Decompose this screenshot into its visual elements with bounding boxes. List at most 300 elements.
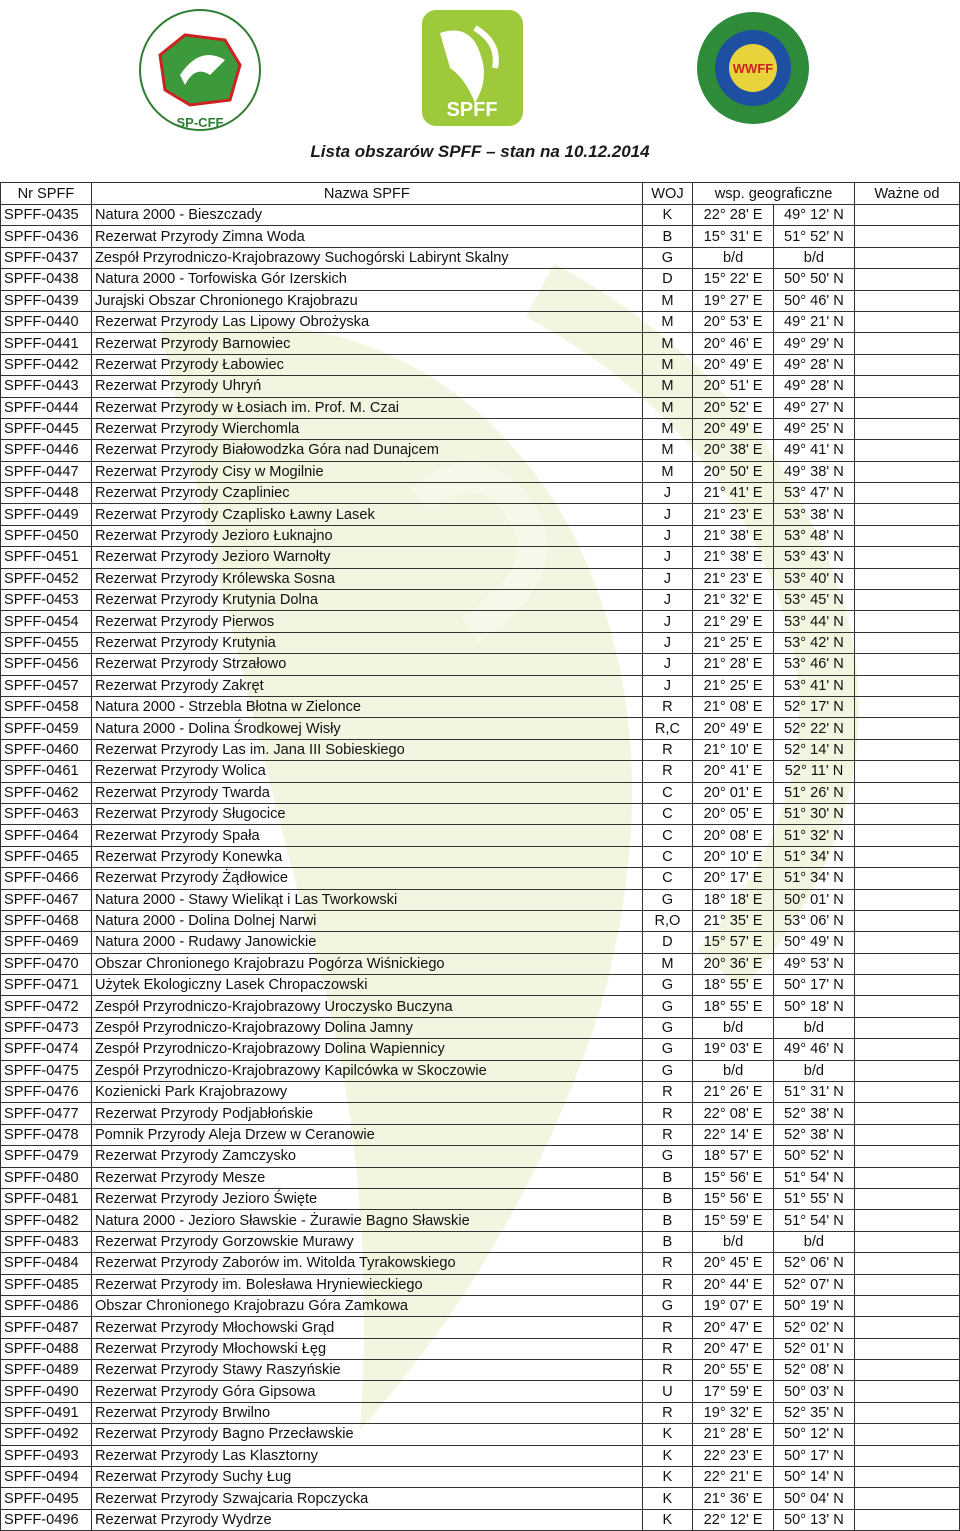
cell-lon: 20° 08' E bbox=[693, 825, 774, 846]
cell-woj: J bbox=[642, 611, 693, 632]
cell-name: Rezerwat Przyrody Jezioro Łuknajno bbox=[91, 525, 642, 546]
cell-name: Rezerwat Przyrody Uhryń bbox=[91, 376, 642, 397]
table-row bbox=[1, 696, 960, 717]
cell-name: Rezerwat Przyrody Mesze bbox=[91, 1167, 642, 1188]
header-valid: Ważne od bbox=[854, 183, 959, 205]
cell-lon: 19° 27' E bbox=[693, 290, 774, 311]
cell-nr: SPFF-0467 bbox=[1, 889, 92, 910]
cell-nr: SPFF-0492 bbox=[1, 1424, 92, 1445]
cell-name: Pomnik Przyrody Aleja Drzew w Ceranowie bbox=[91, 1124, 642, 1145]
cell-lat: 51° 55' N bbox=[774, 1188, 855, 1209]
cell-nr: SPFF-0458 bbox=[1, 696, 92, 717]
cell-lat: b/d bbox=[774, 1060, 855, 1081]
cell-lat: 50° 01' N bbox=[774, 889, 855, 910]
cell-valid bbox=[854, 269, 959, 290]
cell-name: Rezerwat Przyrody Spała bbox=[91, 825, 642, 846]
cell-lon: 21° 25' E bbox=[693, 675, 774, 696]
cell-name: Natura 2000 - Dolina Środkowej Wisły bbox=[91, 718, 642, 739]
cell-woj: D bbox=[642, 932, 693, 953]
cell-lat: 53° 47' N bbox=[774, 483, 855, 504]
cell-valid bbox=[854, 1274, 959, 1295]
cell-lat: 49° 41' N bbox=[774, 440, 855, 461]
cell-nr: SPFF-0470 bbox=[1, 953, 92, 974]
cell-valid bbox=[854, 311, 959, 332]
cell-nr: SPFF-0487 bbox=[1, 1317, 92, 1338]
table-row bbox=[1, 226, 960, 247]
cell-name: Rezerwat Przyrody im. Bolesława Hryniewieckiego bbox=[91, 1274, 642, 1295]
table-row bbox=[1, 1338, 960, 1359]
cell-woj: J bbox=[642, 675, 693, 696]
cell-woj: J bbox=[642, 483, 693, 504]
cell-name: Rezerwat Przyrody Sługocice bbox=[91, 803, 642, 824]
cell-nr: SPFF-0481 bbox=[1, 1188, 92, 1209]
cell-lat: 49° 29' N bbox=[774, 333, 855, 354]
cell-name: Rezerwat Przyrody w Łosiach im. Prof. M. Czai bbox=[91, 397, 642, 418]
cell-valid bbox=[854, 846, 959, 867]
cell-woj: J bbox=[642, 525, 693, 546]
table-row bbox=[1, 910, 960, 931]
cell-valid bbox=[854, 590, 959, 611]
table-row bbox=[1, 1381, 960, 1402]
cell-lat: 49° 12' N bbox=[774, 205, 855, 226]
cell-valid bbox=[854, 1424, 959, 1445]
table-row bbox=[1, 1017, 960, 1038]
cell-woj: R bbox=[642, 696, 693, 717]
cell-woj: J bbox=[642, 547, 693, 568]
cell-lon: 15° 57' E bbox=[693, 932, 774, 953]
cell-valid bbox=[854, 418, 959, 439]
cell-lon: b/d bbox=[693, 1017, 774, 1038]
table-row bbox=[1, 1402, 960, 1423]
cell-name: Obszar Chronionego Krajobrazu Góra Zamkowa bbox=[91, 1295, 642, 1316]
cell-name: Rezerwat Przyrody Czaplisko Ławny Lasek bbox=[91, 504, 642, 525]
table-row bbox=[1, 418, 960, 439]
table-row bbox=[1, 290, 960, 311]
cell-name: Rezerwat Przyrody Młochowski Łęg bbox=[91, 1338, 642, 1359]
cell-lat: 53° 48' N bbox=[774, 525, 855, 546]
cell-nr: SPFF-0496 bbox=[1, 1509, 92, 1530]
cell-woj: C bbox=[642, 803, 693, 824]
cell-woj: R bbox=[642, 1253, 693, 1274]
cell-lat: 51° 30' N bbox=[774, 803, 855, 824]
cell-woj: B bbox=[642, 1231, 693, 1252]
cell-lat: 53° 44' N bbox=[774, 611, 855, 632]
cell-woj: G bbox=[642, 1146, 693, 1167]
cell-lon: 20° 47' E bbox=[693, 1338, 774, 1359]
cell-lat: 52° 02' N bbox=[774, 1317, 855, 1338]
cell-valid bbox=[854, 247, 959, 268]
cell-lon: 22° 23' E bbox=[693, 1445, 774, 1466]
cell-woj: C bbox=[642, 846, 693, 867]
table-row bbox=[1, 1039, 960, 1060]
cell-lon: 21° 38' E bbox=[693, 547, 774, 568]
cell-lon: 20° 53' E bbox=[693, 311, 774, 332]
cell-lat: 51° 32' N bbox=[774, 825, 855, 846]
table-row bbox=[1, 1231, 960, 1252]
cell-name: Rezerwat Przyrody Konewka bbox=[91, 846, 642, 867]
cell-nr: SPFF-0493 bbox=[1, 1445, 92, 1466]
cell-nr: SPFF-0456 bbox=[1, 654, 92, 675]
cell-name: Rezerwat Przyrody Wierchomla bbox=[91, 418, 642, 439]
cell-lat: 52° 35' N bbox=[774, 1402, 855, 1423]
cell-lat: 52° 06' N bbox=[774, 1253, 855, 1274]
cell-woj: J bbox=[642, 568, 693, 589]
cell-nr: SPFF-0469 bbox=[1, 932, 92, 953]
cell-valid bbox=[854, 1488, 959, 1509]
cell-valid bbox=[854, 440, 959, 461]
header-nr: Nr SPFF bbox=[1, 183, 92, 205]
table-row bbox=[1, 975, 960, 996]
cell-nr: SPFF-0452 bbox=[1, 568, 92, 589]
table-row bbox=[1, 782, 960, 803]
cell-lon: 20° 38' E bbox=[693, 440, 774, 461]
cell-name: Zespół Przyrodniczo-Krajobrazowy Kapilcówka w Skoczowie bbox=[91, 1060, 642, 1081]
cell-woj: R bbox=[642, 1082, 693, 1103]
cell-lon: 20° 55' E bbox=[693, 1360, 774, 1381]
cell-name: Rezerwat Przyrody Żądłowice bbox=[91, 868, 642, 889]
cell-nr: SPFF-0471 bbox=[1, 975, 92, 996]
cell-nr: SPFF-0454 bbox=[1, 611, 92, 632]
cell-valid bbox=[854, 1017, 959, 1038]
cell-nr: SPFF-0449 bbox=[1, 504, 92, 525]
cell-nr: SPFF-0462 bbox=[1, 782, 92, 803]
table-row bbox=[1, 568, 960, 589]
cell-name: Zespół Przyrodniczo-Krajobrazowy Dolina Jamny bbox=[91, 1017, 642, 1038]
cell-lat: 52° 22' N bbox=[774, 718, 855, 739]
cell-lon: 20° 17' E bbox=[693, 868, 774, 889]
cell-woj: G bbox=[642, 1017, 693, 1038]
cell-lon: 15° 56' E bbox=[693, 1167, 774, 1188]
cell-nr: SPFF-0445 bbox=[1, 418, 92, 439]
cell-woj: R bbox=[642, 1103, 693, 1124]
sp-cff-logo bbox=[130, 5, 270, 135]
cell-lat: 52° 01' N bbox=[774, 1338, 855, 1359]
cell-woj: K bbox=[642, 1445, 693, 1466]
table-row bbox=[1, 397, 960, 418]
cell-name: Rezerwat Przyrody Łabowiec bbox=[91, 354, 642, 375]
cell-lon: 20° 49' E bbox=[693, 354, 774, 375]
table-row bbox=[1, 247, 960, 268]
cell-valid bbox=[854, 504, 959, 525]
cell-valid bbox=[854, 1402, 959, 1423]
cell-nr: SPFF-0490 bbox=[1, 1381, 92, 1402]
cell-woj: R bbox=[642, 1274, 693, 1295]
table-row bbox=[1, 739, 960, 760]
cell-woj: R bbox=[642, 739, 693, 760]
cell-lat: 52° 38' N bbox=[774, 1103, 855, 1124]
cell-name: Natura 2000 - Strzebla Błotna w Zielonce bbox=[91, 696, 642, 717]
cell-lat: 50° 49' N bbox=[774, 932, 855, 953]
table-row bbox=[1, 461, 960, 482]
cell-lat: 53° 06' N bbox=[774, 910, 855, 931]
cell-lat: 51° 26' N bbox=[774, 782, 855, 803]
cell-lat: 51° 52' N bbox=[774, 226, 855, 247]
cell-lon: 20° 46' E bbox=[693, 333, 774, 354]
cell-nr: SPFF-0435 bbox=[1, 205, 92, 226]
cell-valid bbox=[854, 1509, 959, 1530]
cell-valid bbox=[854, 910, 959, 931]
cell-nr: SPFF-0457 bbox=[1, 675, 92, 696]
cell-lon: 20° 01' E bbox=[693, 782, 774, 803]
cell-name: Natura 2000 - Rudawy Janowickie bbox=[91, 932, 642, 953]
cell-valid bbox=[854, 696, 959, 717]
cell-woj: R,O bbox=[642, 910, 693, 931]
cell-nr: SPFF-0461 bbox=[1, 761, 92, 782]
cell-woj: B bbox=[642, 1188, 693, 1209]
cell-valid bbox=[854, 1060, 959, 1081]
cell-lat: 49° 25' N bbox=[774, 418, 855, 439]
cell-name: Rezerwat Przyrody Cisy w Mogilnie bbox=[91, 461, 642, 482]
cell-woj: K bbox=[642, 1509, 693, 1530]
cell-valid bbox=[854, 996, 959, 1017]
cell-lon: 20° 50' E bbox=[693, 461, 774, 482]
cell-nr: SPFF-0485 bbox=[1, 1274, 92, 1295]
cell-woj: J bbox=[642, 504, 693, 525]
cell-lon: 17° 59' E bbox=[693, 1381, 774, 1402]
cell-lat: 53° 45' N bbox=[774, 590, 855, 611]
table-row bbox=[1, 1467, 960, 1488]
cell-lon: 19° 07' E bbox=[693, 1295, 774, 1316]
cell-name: Jurajski Obszar Chronionego Krajobrazu bbox=[91, 290, 642, 311]
cell-woj: C bbox=[642, 825, 693, 846]
table-row bbox=[1, 654, 960, 675]
table-row bbox=[1, 1167, 960, 1188]
cell-woj: R bbox=[642, 761, 693, 782]
cell-woj: D bbox=[642, 269, 693, 290]
table-row bbox=[1, 1509, 960, 1530]
cell-name: Rezerwat Przyrody Las im. Jana III Sobieskiego bbox=[91, 739, 642, 760]
cell-nr: SPFF-0442 bbox=[1, 354, 92, 375]
table-row bbox=[1, 1360, 960, 1381]
cell-lat: 50° 52' N bbox=[774, 1146, 855, 1167]
cell-lat: 49° 21' N bbox=[774, 311, 855, 332]
table-row bbox=[1, 889, 960, 910]
cell-lat: 52° 14' N bbox=[774, 739, 855, 760]
table-row bbox=[1, 1124, 960, 1145]
cell-valid bbox=[854, 547, 959, 568]
cell-woj: M bbox=[642, 953, 693, 974]
cell-lon: 18° 55' E bbox=[693, 996, 774, 1017]
cell-lat: 50° 17' N bbox=[774, 1445, 855, 1466]
cell-woj: G bbox=[642, 889, 693, 910]
cell-name: Rezerwat Przyrody Młochowski Grąd bbox=[91, 1317, 642, 1338]
cell-lon: 22° 14' E bbox=[693, 1124, 774, 1145]
cell-valid bbox=[854, 290, 959, 311]
cell-lon: 18° 55' E bbox=[693, 975, 774, 996]
cell-nr: SPFF-0441 bbox=[1, 333, 92, 354]
cell-valid bbox=[854, 333, 959, 354]
cell-valid bbox=[854, 761, 959, 782]
cell-valid bbox=[854, 397, 959, 418]
wwff-logo bbox=[693, 8, 813, 128]
cell-lon: 21° 36' E bbox=[693, 1488, 774, 1509]
cell-woj: M bbox=[642, 376, 693, 397]
cell-nr: SPFF-0482 bbox=[1, 1210, 92, 1231]
cell-lon: 18° 18' E bbox=[693, 889, 774, 910]
cell-valid bbox=[854, 483, 959, 504]
cell-lon: 19° 32' E bbox=[693, 1402, 774, 1423]
table-row bbox=[1, 1146, 960, 1167]
cell-woj: M bbox=[642, 461, 693, 482]
table-row bbox=[1, 333, 960, 354]
table-row bbox=[1, 996, 960, 1017]
cell-woj: B bbox=[642, 1167, 693, 1188]
cell-name: Rezerwat Przyrody Gorzowskie Murawy bbox=[91, 1231, 642, 1252]
cell-lon: 21° 41' E bbox=[693, 483, 774, 504]
cell-woj: G bbox=[642, 1060, 693, 1081]
cell-lat: 49° 28' N bbox=[774, 376, 855, 397]
cell-lat: 50° 13' N bbox=[774, 1509, 855, 1530]
cell-woj: G bbox=[642, 975, 693, 996]
table-row bbox=[1, 1188, 960, 1209]
cell-name: Rezerwat Przyrody Suchy Ług bbox=[91, 1467, 642, 1488]
cell-nr: SPFF-0486 bbox=[1, 1295, 92, 1316]
cell-nr: SPFF-0455 bbox=[1, 632, 92, 653]
cell-lon: 15° 59' E bbox=[693, 1210, 774, 1231]
table-row bbox=[1, 1103, 960, 1124]
cell-lat: 52° 07' N bbox=[774, 1274, 855, 1295]
cell-nr: SPFF-0478 bbox=[1, 1124, 92, 1145]
cell-name: Zespół Przyrodniczo-Krajobrazowy Dolina Wapiennicy bbox=[91, 1039, 642, 1060]
table-row bbox=[1, 205, 960, 226]
cell-name: Rezerwat Przyrody Wydrze bbox=[91, 1509, 642, 1530]
cell-lat: b/d bbox=[774, 1017, 855, 1038]
cell-lon: 18° 57' E bbox=[693, 1146, 774, 1167]
cell-valid bbox=[854, 739, 959, 760]
table-row bbox=[1, 547, 960, 568]
cell-lon: 21° 32' E bbox=[693, 590, 774, 611]
cell-nr: SPFF-0438 bbox=[1, 269, 92, 290]
cell-nr: SPFF-0495 bbox=[1, 1488, 92, 1509]
cell-name: Natura 2000 - Dolina Dolnej Narwi bbox=[91, 910, 642, 931]
cell-lat: 52° 17' N bbox=[774, 696, 855, 717]
table-row bbox=[1, 718, 960, 739]
cell-name: Rezerwat Przyrody Pierwos bbox=[91, 611, 642, 632]
cell-name: Kozienicki Park Krajobrazowy bbox=[91, 1082, 642, 1103]
cell-woj: M bbox=[642, 418, 693, 439]
cell-valid bbox=[854, 675, 959, 696]
cell-valid bbox=[854, 1124, 959, 1145]
cell-nr: SPFF-0448 bbox=[1, 483, 92, 504]
cell-lat: 51° 31' N bbox=[774, 1082, 855, 1103]
cell-lat: 51° 54' N bbox=[774, 1167, 855, 1188]
cell-woj: M bbox=[642, 311, 693, 332]
cell-nr: SPFF-0476 bbox=[1, 1082, 92, 1103]
table-row bbox=[1, 1317, 960, 1338]
cell-lat: 53° 43' N bbox=[774, 547, 855, 568]
cell-lon: 21° 29' E bbox=[693, 611, 774, 632]
cell-name: Rezerwat Przyrody Zamczysko bbox=[91, 1146, 642, 1167]
table-row bbox=[1, 632, 960, 653]
cell-lat: 50° 04' N bbox=[774, 1488, 855, 1509]
cell-woj: G bbox=[642, 1295, 693, 1316]
cell-nr: SPFF-0479 bbox=[1, 1146, 92, 1167]
cell-name: Rezerwat Przyrody Strzałowo bbox=[91, 654, 642, 675]
cell-nr: SPFF-0437 bbox=[1, 247, 92, 268]
cell-nr: SPFF-0474 bbox=[1, 1039, 92, 1060]
header-logos bbox=[0, 0, 960, 140]
cell-lat: 50° 19' N bbox=[774, 1295, 855, 1316]
cell-nr: SPFF-0472 bbox=[1, 996, 92, 1017]
cell-woj: R bbox=[642, 1360, 693, 1381]
table-row bbox=[1, 846, 960, 867]
cell-lon: 20° 49' E bbox=[693, 718, 774, 739]
cell-lon: 21° 10' E bbox=[693, 739, 774, 760]
cell-lat: 53° 41' N bbox=[774, 675, 855, 696]
cell-valid bbox=[854, 205, 959, 226]
table-row bbox=[1, 1295, 960, 1316]
table-row bbox=[1, 590, 960, 611]
cell-nr: SPFF-0465 bbox=[1, 846, 92, 867]
cell-valid bbox=[854, 803, 959, 824]
cell-nr: SPFF-0491 bbox=[1, 1402, 92, 1423]
svg-text:SPFF: SPFF bbox=[446, 99, 498, 121]
cell-valid bbox=[854, 611, 959, 632]
cell-name: Zespół Przyrodniczo-Krajobrazowy Uroczysko Buczyna bbox=[91, 996, 642, 1017]
table-row bbox=[1, 269, 960, 290]
spff-list-table bbox=[0, 182, 960, 1531]
cell-lon: b/d bbox=[693, 1231, 774, 1252]
cell-lon: 21° 08' E bbox=[693, 696, 774, 717]
table-row bbox=[1, 1210, 960, 1231]
cell-valid bbox=[854, 1188, 959, 1209]
table-row bbox=[1, 311, 960, 332]
cell-woj: J bbox=[642, 590, 693, 611]
table-row bbox=[1, 1253, 960, 1274]
cell-name: Rezerwat Przyrody Wolica bbox=[91, 761, 642, 782]
cell-lon: 22° 12' E bbox=[693, 1509, 774, 1530]
svg-text:WWFF: WWFF bbox=[732, 61, 774, 76]
cell-lon: 20° 52' E bbox=[693, 397, 774, 418]
cell-lon: 20° 36' E bbox=[693, 953, 774, 974]
cell-lat: 49° 28' N bbox=[774, 354, 855, 375]
cell-name: Rezerwat Przyrody Las Lipowy Obrożyska bbox=[91, 311, 642, 332]
cell-woj: R bbox=[642, 1402, 693, 1423]
cell-woj: J bbox=[642, 654, 693, 675]
table-row bbox=[1, 354, 960, 375]
cell-lon: 20° 41' E bbox=[693, 761, 774, 782]
cell-nr: SPFF-0453 bbox=[1, 590, 92, 611]
cell-name: Rezerwat Przyrody Jezioro Święte bbox=[91, 1188, 642, 1209]
cell-nr: SPFF-0488 bbox=[1, 1338, 92, 1359]
cell-valid bbox=[854, 953, 959, 974]
cell-valid bbox=[854, 1231, 959, 1252]
cell-lon: 19° 03' E bbox=[693, 1039, 774, 1060]
cell-woj: C bbox=[642, 868, 693, 889]
cell-nr: SPFF-0440 bbox=[1, 311, 92, 332]
cell-name: Rezerwat Przyrody Krutynia bbox=[91, 632, 642, 653]
table-row bbox=[1, 1060, 960, 1081]
cell-name: Rezerwat Przyrody Białowodzka Góra nad Dunajcem bbox=[91, 440, 642, 461]
cell-lon: 21° 38' E bbox=[693, 525, 774, 546]
table-row bbox=[1, 825, 960, 846]
cell-lat: 52° 11' N bbox=[774, 761, 855, 782]
cell-lon: 21° 28' E bbox=[693, 654, 774, 675]
cell-lon: 21° 28' E bbox=[693, 1424, 774, 1445]
cell-nr: SPFF-0473 bbox=[1, 1017, 92, 1038]
cell-valid bbox=[854, 718, 959, 739]
cell-lat: b/d bbox=[774, 247, 855, 268]
table-row bbox=[1, 525, 960, 546]
cell-name: Natura 2000 - Torfowiska Gór Izerskich bbox=[91, 269, 642, 290]
cell-woj: K bbox=[642, 1424, 693, 1445]
cell-lon: 21° 25' E bbox=[693, 632, 774, 653]
cell-valid bbox=[854, 461, 959, 482]
cell-woj: K bbox=[642, 205, 693, 226]
cell-name: Rezerwat Przyrody Barnowiec bbox=[91, 333, 642, 354]
cell-valid bbox=[854, 1210, 959, 1231]
cell-woj: M bbox=[642, 397, 693, 418]
